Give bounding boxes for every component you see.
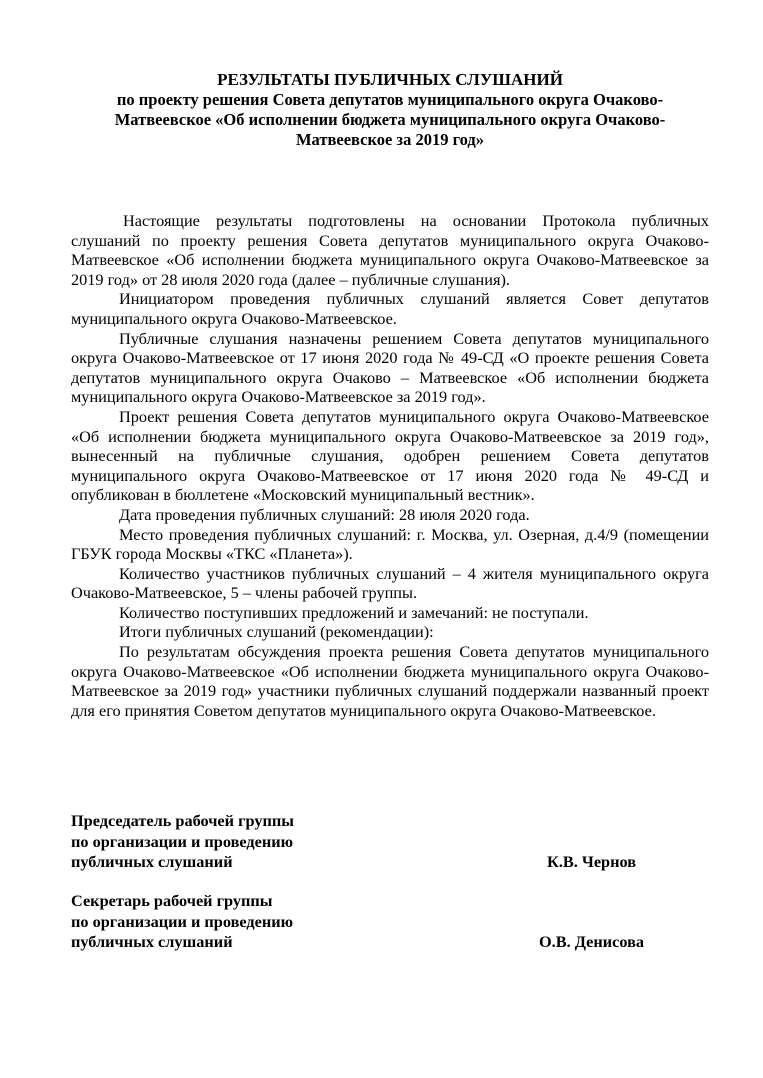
signature-role-line: публичных слушаний	[71, 852, 233, 871]
paragraph-date: Дата проведения публичных слушаний: 28 июля 2020 года.	[119, 504, 530, 524]
signature-role-line: по организации и проведению	[71, 911, 294, 931]
paragraph-initiator: Инициатором проведения публичных слушаний является Совет депутатов муниципального округа Очаково-Матвеевское.	[71, 289, 709, 328]
document-subtitle-line-3: Матвеевское за 2019 год»	[295, 130, 485, 149]
document-subtitle-line-2: Матвеевское «Об исполнении бюджета муниципального округа Очаково-	[114, 110, 666, 129]
signature-block-chairman	[71, 811, 711, 873]
signature-block-secretary	[71, 891, 711, 953]
paragraph-appointment: Публичные слушания назначены решением Совета депутатов муниципального округа Очаково-Матвеевское от 17 июня 2020 года № 49-СД «О проекте решения Совета депутатов муниципального округа Очаково – Матвеевское «Об исполнении бюджета муниципального округа Очаково-Матвеевское за 2019 год».	[71, 328, 709, 407]
signature-role-line: Председатель рабочей группы	[71, 811, 294, 830]
paragraph-basis: Настоящие результаты подготовлены на основании Протокола публичных слушаний по проекту решения Совета депутатов муниципального округа Очаково-Матвеевское «Об исполнении бюджета муниципального округа Очаково-Матвеевское за 2019 год» от 28 июля 2020 года (далее – публичные слушания).	[71, 211, 709, 289]
signature-name-secretary: О.В. Денисова	[539, 932, 645, 951]
paragraph-participants: Количество участников публичных слушаний – 4 жителя муниципального округа Очаково-Матвеевское, 5 – члены рабочей группы.	[71, 563, 709, 603]
paragraph-proposals: Количество поступивших предложений и замечаний: не поступали.	[119, 602, 589, 622]
signature-role-line: публичных слушаний	[71, 932, 233, 951]
signature-role-line: по организации и проведению	[71, 831, 294, 851]
paragraph-results-heading: Итоги публичных слушаний (рекомендации):	[119, 622, 434, 642]
paragraph-project: Проект решения Совета депутатов муниципального округа Очаково-Матвеевское «Об исполнении бюджета муниципального округа Очаково-Матвеевское за 2019 год», вынесенный на публичные слушания, одобрен решением Совета депутатов муниципального округа Очаково-Матвеевское от 17 июня 2020 года № 49-СД и опубликован в бюллетене «Московский муниципальный вестник».	[71, 406, 709, 505]
paragraph-results: По результатам обсуждения проекта решения Совета депутатов муниципального округа Очаково-Матвеевское «Об исполнении бюджета муниципального округа Очаково-Матвеевское за 2019 год» участники публичных слушаний поддержали названный проект для его принятия Советом депутатов муниципального округа Очаково-Матвеевское.	[71, 642, 709, 720]
signature-name-chairman: К.В. Чернов	[547, 852, 637, 871]
document-body	[71, 211, 709, 720]
paragraph-place: Место проведения публичных слушаний: г. Москва, ул. Озерная, д.4/9 (помещении ГБУК города Москвы «ТКС «Планета»).	[71, 524, 709, 564]
signature-role-line: Секретарь рабочей группы	[71, 891, 273, 910]
document-subtitle-line-1: по проекту решения Совета депутатов муниципального округа Очаково-	[116, 90, 664, 109]
document-header	[70, 70, 710, 150]
document-title: РЕЗУЛЬТАТЫ ПУБЛИЧНЫХ СЛУШАНИЙ	[217, 70, 563, 89]
